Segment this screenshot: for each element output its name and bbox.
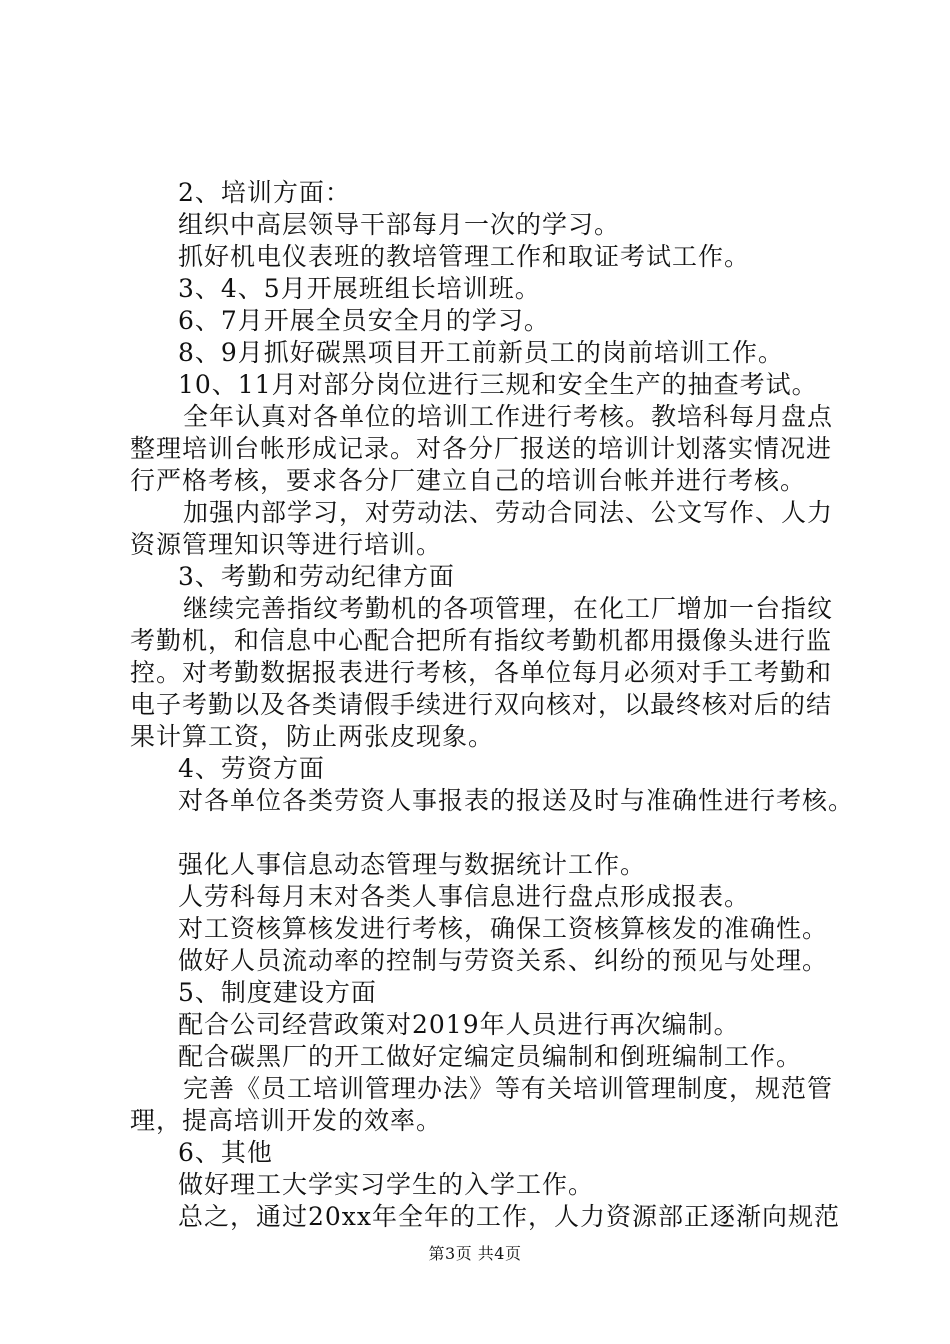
paragraph-line: 做好理工大学实习学生的入学工作。 (178, 1170, 595, 1199)
paragraph-line: 电子考勤以及各类请假手续进行双向核对，以最终核对后的结 (130, 690, 833, 719)
paragraph-line: 3、4、5月开展班组长培训班。 (178, 274, 541, 303)
paragraph-line: 果计算工资，防止两张皮现象。 (130, 722, 495, 751)
paragraph-line: 完善《员工培训管理办法》等有关培训管理制度，规范管 (183, 1074, 834, 1103)
paragraph-line: 组织中高层领导干部每月一次的学习。 (178, 210, 621, 239)
paragraph-line: 10、11月对部分岗位进行三规和安全生产的抽查考试。 (178, 370, 818, 399)
section-heading: 6、其他 (178, 1138, 273, 1167)
paragraph-line: 6、7月开展全员安全月的学习。 (178, 306, 550, 335)
paragraph-line: 强化人事信息动态管理与数据统计工作。 (178, 850, 647, 879)
paragraph-line: 行严格考核，要求各分厂建立自己的培训台帐并进行考核。 (130, 466, 807, 495)
paragraph-line: 继续完善指纹考勤机的各项管理，在化工厂增加一台指纹 (183, 594, 834, 623)
paragraph-line: 理，提高培训开发的效率。 (130, 1106, 443, 1135)
paragraph-line: 全年认真对各单位的培训工作进行考核。教培科每月盘点 (183, 402, 834, 431)
paragraph-line: 抓好机电仪表班的教培管理工作和取证考试工作。 (178, 242, 751, 271)
paragraph-line: 8、9月抓好碳黑项目开工前新员工的岗前培训工作。 (178, 338, 784, 367)
page-number-footer: 第3页 共4页 (428, 1244, 522, 1263)
paragraph-line: 总之，通过20xx年全年的工作，人力资源部正逐渐向规范 (178, 1202, 841, 1231)
paragraph-line: 对各单位各类劳资人事报表的报送及时与准确性进行考核。 (178, 786, 855, 815)
paragraph-line: 整理培训台帐形成记录。对各分厂报送的培训计划落实情况进 (130, 434, 833, 463)
section-heading: 3、考勤和劳动纪律方面 (178, 562, 455, 591)
section-heading: 2、培训方面： (178, 178, 351, 207)
paragraph-line: 考勤机，和信息中心配合把所有指纹考勤机都用摄像头进行监 (130, 626, 833, 655)
paragraph-line: 对工资核算核发进行考核，确保工资核算核发的准确性。 (178, 914, 829, 943)
paragraph-line: 配合公司经营政策对2019年人员进行再次编制。 (178, 1010, 740, 1039)
paragraph-line: 做好人员流动率的控制与劳资关系、纠纷的预见与处理。 (178, 946, 829, 975)
paragraph-line: 人劳科每月末对各类人事信息进行盘点形成报表。 (178, 882, 751, 911)
section-heading: 5、制度建设方面 (178, 978, 377, 1007)
paragraph-line: 控。对考勤数据报表进行考核，各单位每月必须对手工考勤和 (130, 658, 833, 687)
paragraph-line: 配合碳黑厂的开工做好定编定员编制和倒班编制工作。 (178, 1042, 803, 1071)
section-heading: 4、劳资方面 (178, 754, 325, 783)
paragraph-line: 加强内部学习，对劳动法、劳动合同法、公文写作、人力 (183, 498, 834, 527)
paragraph-line: 资源管理知识等进行培训。 (130, 530, 443, 559)
